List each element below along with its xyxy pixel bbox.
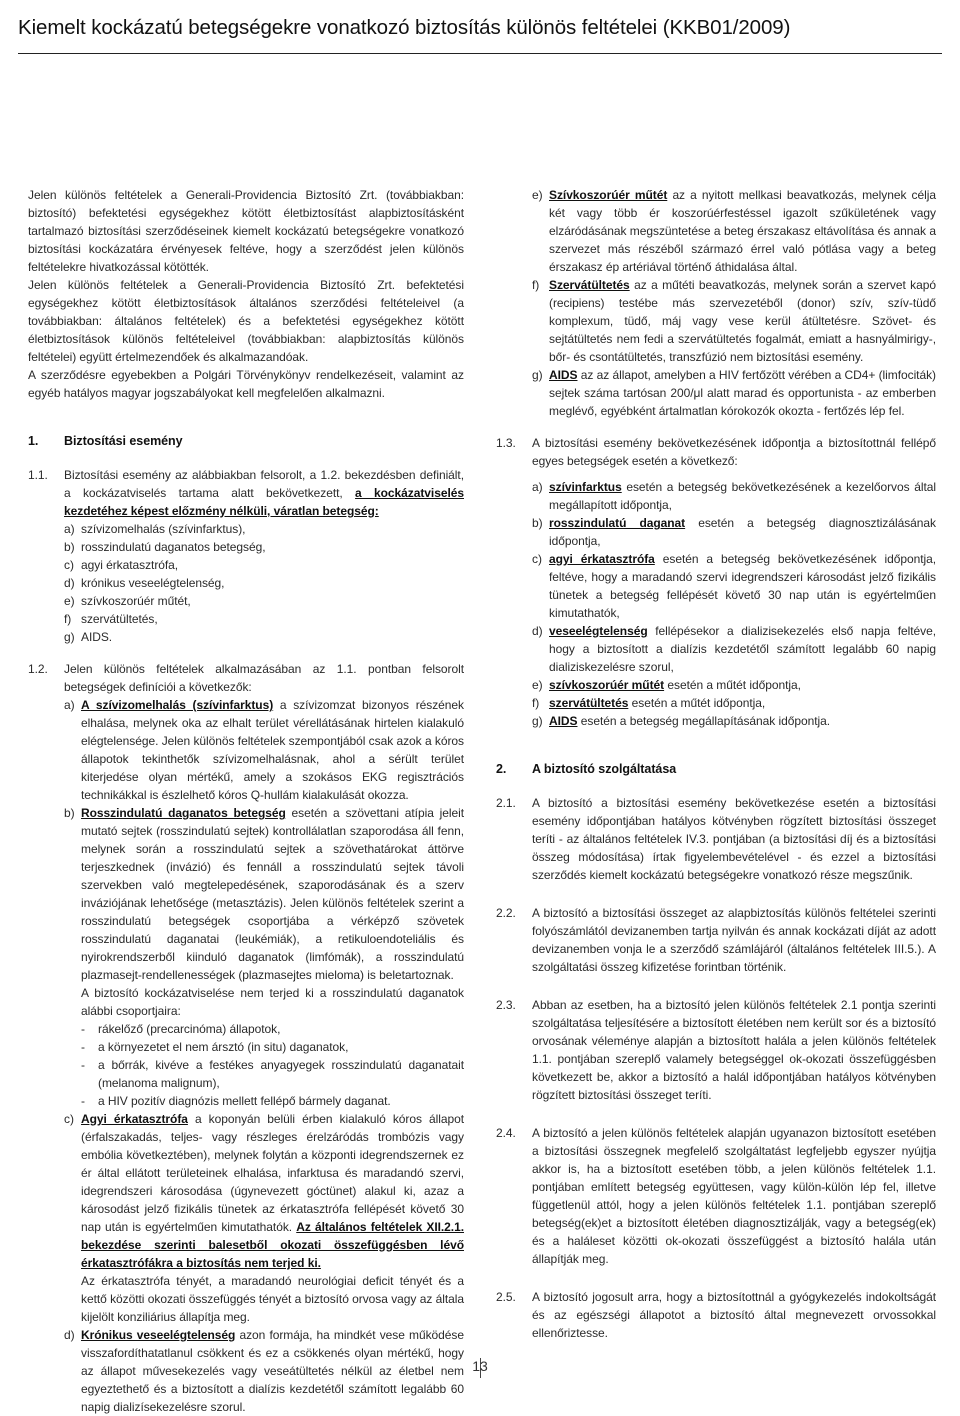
left-column [28, 186, 464, 1416]
clause-number: 2.1. [496, 796, 516, 810]
definition-f: f) Szervátültetés az a műtéti beavatkozás, melynek során a szervet kapó (recipiens) testébe más szervezetéből (donor) szív, szív-tüdő komplexum, tüdő, máj vagy vese kerül átültetésre. Szövet- és sejtátültetés nem fedi a szervátültetés fogalmát, emiatt a hasnyálmirigy-, bőr- és csontátültetés, transzfúzió nem biztosítási esemény. [532, 278, 936, 364]
clause-emphasis: a kockázatviselés kezdetéhez képest előzmény nélküli, váratlan betegség: [64, 486, 464, 518]
disease-list [64, 520, 464, 646]
clause-text: A biztosító a jelen különös feltételek alapján ugyanazon biztosított esetében a biztosítási összegnek megfelelő szolgáltatást legfeljebb egyszer nyújtja akkor is, ha a biztosított esetében több, a jelen különös feltételek 1.1. pontjában említett betegség együttesen, vagy külön-külön lép fel, illetve függetlenül attól, hogy a jelen különös feltételek 1.1. pontjában szereplő betegség(ek)et a biztosított életében diagnosztizálják, vagy a betegség(ek) és a haláleset közötti ok-okozati összefüggést a biztosító halála után állapítják meg. [532, 1126, 936, 1266]
definition-a: a) A szívizomelhalás (szívinfarktus) a szívizomzat bizonyos részének elhalása, melynek oka az elhalt terület vérellátásának hirtelen kialakuló elégtelensége. Jelen különös feltételek szempontjából csak azok a kóros állapotok tekinthetők szívizomelhalásnak, ahol a sérült terület kiterjedése olyan mértékű, amely a szokásos EKG regisztrációs technikákkal is észlelhető kóros Q-hullám kialakulását okozza. [64, 698, 464, 802]
exclusion-intro: A biztosító kockázatviselése nem terjed ki a rosszindulatú daganatok alábbi csoportjaira: [81, 986, 464, 1018]
clause-1-1 [28, 466, 464, 646]
list-item: b) rosszindulatú daganatos betegség, [64, 540, 266, 554]
defined-term: Szívkoszorúér műtét [549, 188, 668, 202]
section-2-heading [496, 760, 936, 778]
exclusion-item: - rákelőző (precarcinóma) állapotok, [81, 1022, 281, 1036]
list-item: f) szervátültetés esetén a műtét időpontja, [532, 696, 766, 710]
section-number: 2. [496, 762, 507, 776]
clause-text: A biztosítási esemény bekövetkezésének időpontja a biztosítottnál fellépő egyes betegségek esetén a következő: [532, 436, 936, 468]
clause-2-3 [496, 996, 936, 1104]
clause-number: 2.3. [496, 998, 516, 1012]
document-title: Kiemelt kockázatú betegségekre vonatkozó biztosítás különös feltételei (KKB01/2009) [18, 16, 791, 39]
defined-term: Szervátültetés [549, 278, 630, 292]
list-item: e) szívkoszorúér műtét, [64, 594, 191, 608]
list-item: c) agyi érkatasztrófa, [64, 558, 179, 572]
clause-text: Jelen különös feltételek alkalmazásában az 1.1. pontban felsorolt betegségek definíciói a következők: [64, 662, 464, 694]
defined-term: Krónikus veseelégtelenség [81, 1328, 236, 1342]
list-item: d) veseelégtelenség fellépésekor a dializisekezelés első napja feltéve, hogy a biztosított a dialízis kezdetétől számított legalább 60 napig dializiskezelésre szorul, [532, 624, 936, 674]
clause-2-1 [496, 794, 936, 884]
clause-number: 2.2. [496, 906, 516, 920]
list-item: a) szívizomelhalás (szívinfarktus), [64, 522, 246, 536]
definition-e: e) Szívkoszorúér műtét az a nyitott mellkasi beavatkozás, melynek célja két vagy több ér koszorúérfestéssel igazolt szűkületének vagy elzáródásának megszüntetése a beteg érszakasz eltávolítása és annak a szervezet más részéből származó érrel való pótlása vagy a beteg érszakasz ép artériával történő áthidalása által. [532, 188, 936, 274]
intro-paragraph-3: A szerződésre egyebekben a Polgári Törvénykönyv rendelkezéseit, valamint az egyéb hatályos magyar jogszabályokat kell megfelelően alkalmazni. [28, 368, 464, 400]
clause-number: 2.4. [496, 1126, 516, 1140]
definition-b: b) Rosszindulatú daganatos betegség esetén a szövettani atípia jeleit mutató sejtek (rosszindulatú sejtek) kontrollálatlan szaporodása áll fenn, melynek során a rosszindulatú sejtek a szövethatárokat áttörve terjeszkednek (invázió) és fennáll a rosszindulatú sejtek távoli szervekben való megtelepedésének, szaporodásának és a szerv inváziójának lehetősége (metasztázis). Jelen különös feltételek szerint a rosszindulatú betegségek csoportjába a vérképző szövetek rosszindulatú daganatai (leukémiák), a retikuloendoteliális és nyirokrendszerből kiinduló daganatok (limfómák), a rosszindulatú plazmasejt-rendellenességek (plazmasejtes mieloma) is beletartoznak. A biztosító kockázatviselése nem terjed ki a rosszindulatú daganatok alábbi csoportjaira: - rákelőző (precarcinóma) állapotok, - a környezetet el nem ársztó (in situ) daganatok, - a bőrrák, kivéve a festékes anyagyegek rosszindulatú daganatait (melanoma malignum), - a HIV pozitív diagnózis mellett fellépő bármely daganat. [64, 806, 464, 1108]
intro-paragraph-1: Jelen különös feltételek a Generali-Providencia Biztosító Zrt. (továbbiakban: biztosító) befektetési egységekhez kötött életbiztosítást alapbiztosításként tartalmazó biztosítási szerződéseinek kiemelt kockázatú betegségekre vonatkozó biztosítási kockázatára érvényesek feltéve, hogy a szerződést jelen különös feltételekre hivatkozással kötötték. [28, 188, 464, 274]
intro-paragraph-2: Jelen különös feltételek a Generali-Providencia Biztosító Zrt. befektetési egységekhez kötött életbiztosítások általános szerződési feltételeivel (a továbbiakban: általános feltételek) és a befektetési egységekhez kötött életbiztosítások különös feltételeivel (továbbiakban: alapbiztosítás különös feltételei) együtt értelmezendőek és alkalmazandóak. [28, 278, 464, 364]
defined-term: Rosszindulatú daganatos betegség [81, 806, 286, 820]
exclusion-item: - a HIV pozitív diagnózis mellett fellépő bármely daganat. [81, 1094, 391, 1108]
exclusion-note: Az általános feltételek XII.2.1. bekezdése szerinti balesetből okozati összefüggésben lévő érkatasztrófákra a biztosítás nem terjed ki. [81, 1220, 464, 1270]
clause-2-5 [496, 1288, 936, 1342]
list-item: g) AIDS. [64, 630, 113, 644]
list-item: a) szívinfarktus esetén a betegség bekövetkezésének a kezelőorvos által megállapított időpontja, [532, 480, 936, 512]
clause-2-2 [496, 904, 936, 976]
right-column [496, 186, 936, 1342]
exclusion-item: - a bőrrák, kivéve a festékes anyagyegek rosszindulatú daganatait (melanoma malignum), [81, 1058, 464, 1090]
clause-text: A biztosító jogosult arra, hogy a biztosítottnál a gyógykezelés indokoltságát és az egészségi állapotot a biztosító által megnevezett orvossokkal ellenőriztesse. [532, 1290, 936, 1340]
clause-text: Abban az esetben, ha a biztosító jelen különös feltételek 2.1 pontja szerinti szolgáltatása teljesítésére a biztosított életében nem került sor és a biztosító orvosának véleménye alapján a biztosított halála a jelen különös feltételek 1.1. pontjában szereplő valamely betegséggel ok-okozati összefüggésben következett be, akkor a biztosító a halál időpontjában hatályos kötvényben rögzített biztosítási összeget teríti. [532, 998, 936, 1102]
exclusion-item: - a környezetet el nem ársztó (in situ) daganatok, [81, 1040, 349, 1054]
clause-number: 1.1. [28, 468, 48, 482]
page-number: 13 [472, 1358, 488, 1374]
clause-text: A biztosító a biztosítási összeget az alapbiztosítás különös feltételei szerinti folyószámlától devizanemben tartja nyilván és annak kockázati díját az adott devizanemben vonja le a szerződő számlájáról (általános feltételek III.5.). A szolgáltatási összeg kifizetése forintban történik. [532, 906, 936, 974]
list-item: d) krónikus veseelégtelenség, [64, 576, 225, 590]
page-header [18, 14, 942, 54]
definition-g: g) AIDS az az állapot, amelyben a HIV fertőzött vérében a CD4+ (limfociták) sejtek száma tartósan 200/μl alatt marad és opportunista - az emberben meglévő, egyébként ártalmatlan kórokozók okozta - fertőzés lép fel. [532, 368, 936, 418]
section-title: A biztosító szolgáltatása [532, 762, 677, 776]
list-item: e) szívkoszorúér műtét esetén a műtét időpontja, [532, 678, 801, 692]
clause-text: A biztosító a biztosítási esemény bekövetkezése esetén a biztosítási esemény időpontjában hatályos kötvényben rögzített biztosítási összeget teríti - az általános feltételek IV.3. pontjában (a biztosítási díj és a biztosítási összeg módosítása) írtak figyelembevételével - és ezzel a biztosítási szerződés kiemelt kockázatú betegségekre vonatkozó része megszűnik. [532, 796, 936, 882]
definition-d: d) Krónikus veseelégtelenség azon formája, ha mindkét vese működése visszafordíthatatlanul csökkent és ez a csökkenés olyan mértékű, hogy az állapot művesekezelés vagy veseátültetés nélkül az életbel nem egyeztethető és a biztosított a dialízis kezdetétől számított legalább 60 napig dializísekezelésre szorul. [64, 1328, 464, 1414]
clause-text: Biztosítási esemény az alábbiakban felsorolt, a 1.2. bekezdésben definiált, a kockázatviselés tartama alatt bekövetkezett, a kockázatviselés kezdetéhez képest előzmény nélküli, váratlan betegség: [64, 468, 464, 518]
defined-term: Agyi érkatasztrófa [81, 1112, 188, 1126]
clause-number: 1.3. [496, 436, 516, 450]
section-title: Biztosítási esemény [64, 434, 183, 448]
defined-term: AIDS [549, 368, 578, 382]
clause-number: 1.2. [28, 662, 48, 676]
section-1-heading [28, 432, 464, 450]
list-item: c) agyi érkatasztrófa esetén a betegség bekövetkezésének időpontja, feltéve, hogy a maradandó szervi idegrendszeri károsodást jelző fizikális tünetek a betegség fellépését követő 30 nap után is egyértelműen kimutathatók, [532, 552, 936, 620]
clause-number: 2.5. [496, 1290, 516, 1304]
definition-c: c) Agyi érkatasztrófa a koponyán belüli érben kialakuló kóros állapot (érfalszakadás, teljes- vagy részleges érelzáródás trombózis vagy embólia következtében), melynek folytán a központi idegrendszernek ez ér által ellátott területeinek elhalása, infarktusa és maradandó szervi, idegrendszeri károsodása (úgynevezett góctünet) alakul ki, azaz a károsodást jelző fizikális tünetek az érkatasztrófa fellépését követő 30 nap után is egyértelműen kimutathatók. Az általános feltételek XII.2.1. bekezdése szerinti balesetből okozati összefüggésben lévő érkatasztrófákra a biztosítás nem terjed ki. Az érkatasztrófa tényét, a maradandó neurológiai deficit tényét és a kettő közötti okozati összefüggés tényét a biztosító orvosa vagy az általa kijelölt konziliárius állapítja meg. [64, 1112, 464, 1324]
list-item: g) AIDS esetén a betegség megállapításának időpontja. [532, 714, 831, 728]
clause-2-4 [496, 1124, 936, 1268]
clause-1-3 [496, 434, 936, 730]
clause-1-2 [28, 660, 464, 1416]
defined-term: A szívizomelhalás (szívinfarktus) [81, 698, 274, 712]
list-item: f) szervátültetés, [64, 612, 158, 626]
list-item: b) rosszindulatú daganat esetén a betegség diagnosztizálásának időpontja, [532, 516, 936, 548]
section-number: 1. [28, 434, 39, 448]
